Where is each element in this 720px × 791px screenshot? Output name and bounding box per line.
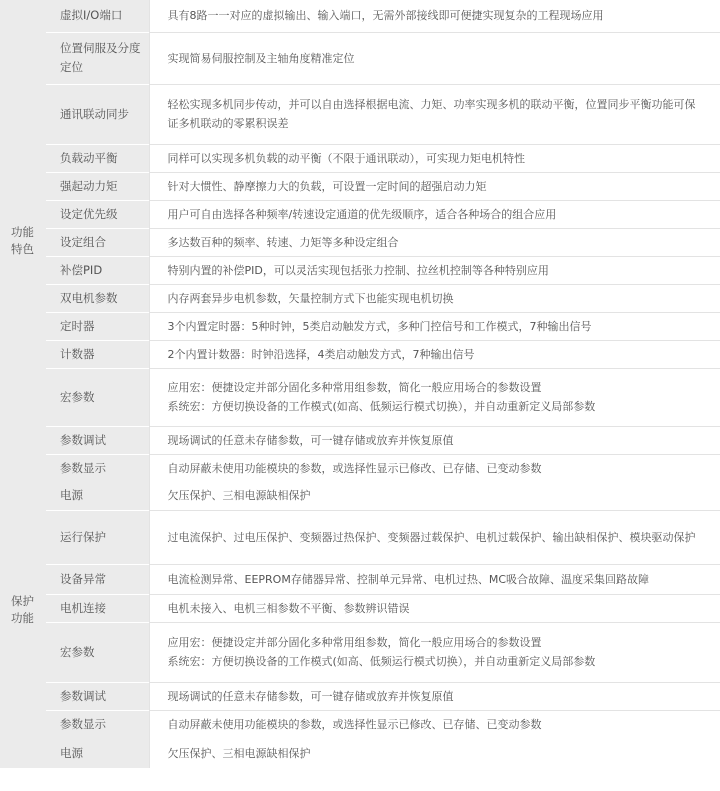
feature-description [149,482,720,510]
feature-description [149,284,720,312]
description-line: 实现简易伺服控制及主轴角度精准定位 [167,51,355,65]
feature-name: 参数调试 [46,682,149,710]
feature-name: 负载动平衡 [46,144,149,172]
feature-description [149,32,720,84]
feature-description [149,594,720,622]
category-label: 功能 特色 [11,224,34,256]
feature-name: 参数显示 [46,710,149,738]
table-row [0,228,720,256]
feature-name: 运行保护 [46,510,149,564]
feature-description [149,256,720,284]
feature-description [149,682,720,710]
feature-name: 通讯联动同步 [46,84,149,144]
feature-name: 设定优先级 [46,200,149,228]
description-line: 用户可自由选择各种频率/转速设定通道的优先级顺序，适合各种场合的组合应用 [167,207,557,221]
description-line: 电机未接入、电机三相参数不平衡、参数辨识错误 [167,601,410,615]
feature-description [149,426,720,454]
feature-name: 计数器 [46,340,149,368]
feature-description [149,200,720,228]
description-line: 特别内置的补偿PID，可以灵活实现包括张力控制、拉丝机控制等各种特别应用 [167,263,549,277]
feature-description [149,340,720,368]
feature-name: 参数调试 [46,426,149,454]
table-row [0,454,720,482]
table-row [0,144,720,172]
feature-description [149,172,720,200]
table-row [0,482,720,510]
description-line: 多达数百种的频率、转速、力矩等多种设定组合 [167,235,399,249]
description-line: 应用宏：便捷设定并部分固化多种常用组参数，简化一般应用场合的参数设置 [167,636,542,649]
table-row [0,622,720,682]
feature-description [149,622,720,682]
description-line: 现场调试的任意未存储参数，可一键存储或放弃并恢复原值 [167,689,454,703]
description-line: 欠压保护、三相电源缺相保护 [167,746,311,760]
feature-name: 双电机参数 [46,284,149,312]
feature-description [149,228,720,256]
table-row [0,564,720,594]
table-row [0,84,720,144]
description-line: 系统宏：方便切换设备的工作模式(如高、低频运行模式切换），并自动重新定义局部参数 [167,400,596,413]
description-line: 系统宏：方便切换设备的工作模式(如高、低频运行模式切换），并自动重新定义局部参数 [167,655,596,668]
table-row [0,738,720,768]
feature-name: 设备异常 [46,564,149,594]
feature-description [149,312,720,340]
feature-name: 虚拟I/O端口 [46,0,149,32]
table-row [0,32,720,84]
feature-description [149,738,720,768]
description-line: 应用宏：便捷设定并部分固化多种常用组参数，简化一般应用场合的参数设置 [167,381,542,394]
feature-name: 电源 [46,738,149,768]
table-row [0,312,720,340]
feature-name: 电机连接 [46,594,149,622]
category-label: 保护 功能 [11,593,34,625]
table-row [0,284,720,312]
description-line: 轻松实现多机同步传动，并可以自由选择根据电流、力矩、功率实现多机的联动平衡，位置同步平衡功能可保证多机联动的零累积误差 [167,98,696,130]
description-line: 同样可以实现多机负载的动平衡（不限于通讯联动），可实现力矩电机特性 [167,151,525,165]
description-line: 具有8路一一对应的虚拟输出、输入端口，无需外部接线即可便捷实现复杂的工程现场应用 [167,9,604,23]
feature-name: 位置伺服及分度定位 [46,32,149,84]
category-features [0,0,46,482]
table-row [0,710,720,738]
feature-description [149,454,720,482]
table-row [0,340,720,368]
table-row [0,0,720,32]
table-row [0,368,720,426]
description-line: 现场调试的任意未存储参数，可一键存储或放弃并恢复原值 [167,433,454,447]
feature-name: 补偿PID [46,256,149,284]
table-row [0,256,720,284]
category-empty [0,738,46,768]
feature-description [149,710,720,738]
description-line: 自动屏蔽未使用功能模块的参数，或选择性显示已修改、已存储、已变动参数 [167,717,542,731]
description-line: 过电流保护、过电压保护、变频器过热保护、变频器过载保护、电机过载保护、输出缺相保护、模块驱动保护 [167,530,696,544]
feature-description [149,0,720,32]
description-line: 电流检测异常、EEPROM存储器异常、控制单元异常、电机过热、MC吸合故障、温度采集回路故障 [167,572,649,586]
table-row [0,172,720,200]
table-row [0,594,720,622]
feature-name: 定时器 [46,312,149,340]
table-row [0,200,720,228]
feature-name: 参数显示 [46,454,149,482]
feature-description [149,368,720,426]
feature-description [149,510,720,564]
feature-description [149,564,720,594]
feature-name: 设定组合 [46,228,149,256]
feature-description [149,144,720,172]
table-row [0,682,720,710]
description-line: 内存两套异步电机参数，矢量控制方式下也能实现电机切换 [167,291,454,305]
description-line: 针对大惯性、静摩擦力大的负载，可设置一定时间的超强启动力矩 [167,179,487,193]
feature-name: 宏参数 [46,622,149,682]
feature-description [149,84,720,144]
description-line: 欠压保护、三相电源缺相保护 [167,489,311,503]
category-protection [0,482,46,738]
table-row [0,510,720,564]
feature-name: 强起动力矩 [46,172,149,200]
feature-name: 电源 [46,482,149,510]
table-row [0,426,720,454]
description-line: 自动屏蔽未使用功能模块的参数，或选择性显示已修改、已存储、已变动参数 [167,461,542,475]
description-line: 3个内置定时器：5种时钟，5类启动触发方式，多种门控信号和工作模式，7种输出信号 [167,319,592,333]
feature-name: 宏参数 [46,368,149,426]
description-line: 2个内置计数器：时钟沿选择，4类启动触发方式，7种输出信号 [167,347,475,361]
